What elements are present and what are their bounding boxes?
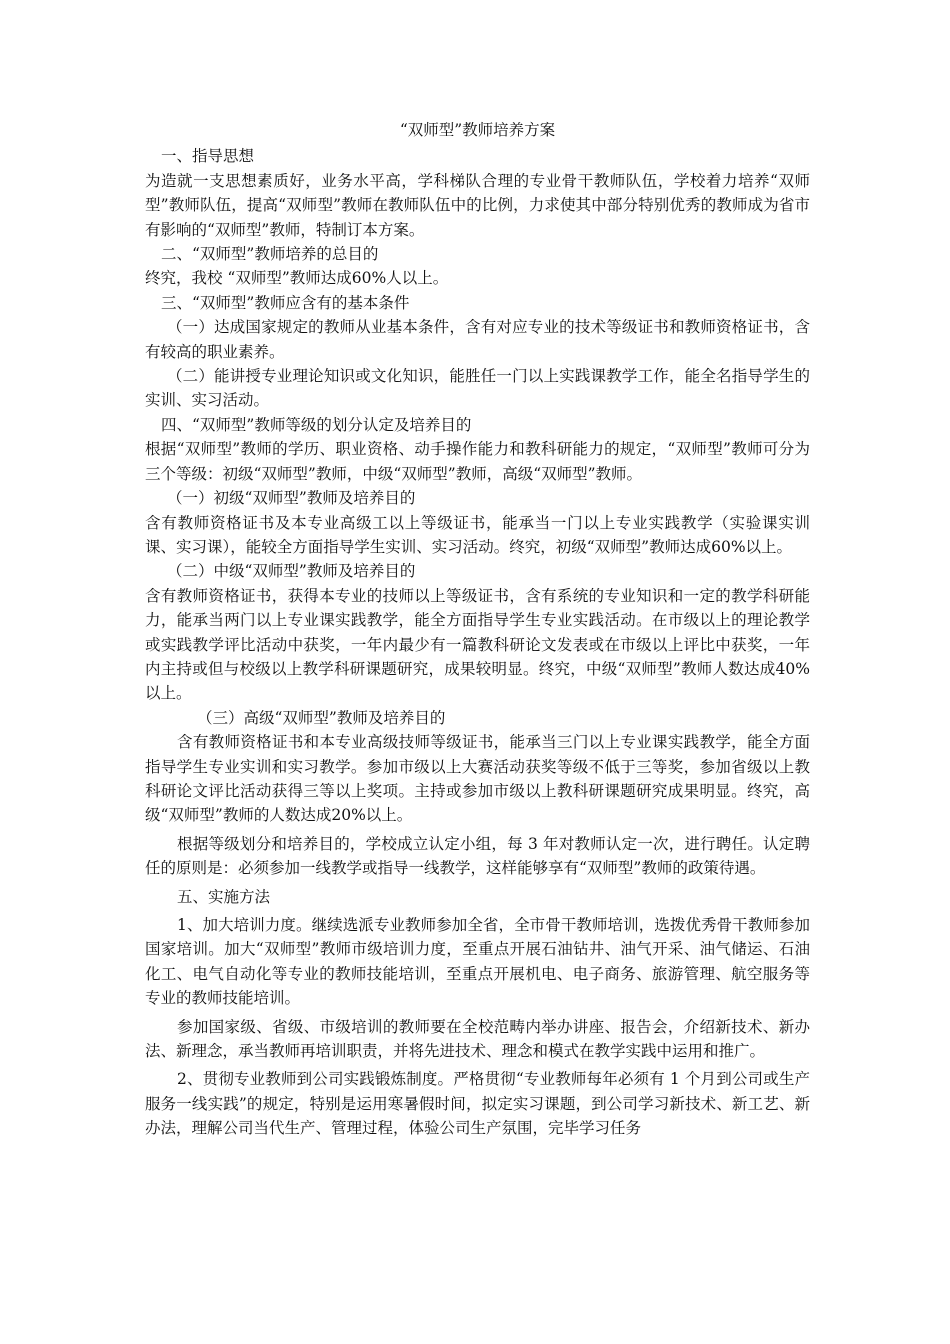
section-heading-1: 一、指导思想 bbox=[161, 147, 255, 166]
body-paragraph: 终究，我校 “双师型”教师达成60%人以上。 bbox=[145, 269, 449, 288]
body-paragraph: （二）能讲授专业理论知识或文化知识，能胜任一门以上实践课教学工作，能全名指导学生的实训、实习活动。 bbox=[145, 367, 810, 410]
body-paragraph: 为造就一支思想素质好，业务水平高，学科梯队合理的专业骨干教师队伍，学校着力培养“双师型”教师队伍，提高“双师型”教师在教师队伍中的比例，力求使其中部分特别优秀的教师成为省市有影响的“双师型”教师，特制订本方案。 bbox=[145, 171, 810, 239]
body-paragraph: 含有教师资格证书和本专业高级技师等级证书，能承当三门以上专业课实践教学，能全方面指导学生专业实训和实习教学。参加市级以上大赛活动获奖等级不低于三等奖，参加省级以上教科研论文评比活动获得三等以上奖项。主持或参加市级以上教科研课题研究成果明显。终究，高级“双师型”教师的人数达成20%以上。 bbox=[145, 733, 810, 825]
body-paragraph: 根据等级划分和培养目的，学校成立认定小组，每 3 年对教师认定一次，进行聘任。认定聘任的原则是：必须参加一线教学或指导一线教学，这样能够享有“双师型”教师的政策待遇。 bbox=[145, 834, 810, 878]
body-paragraph: （一）达成国家规定的教师从业基本条件，含有对应专业的技术等级证书和教师资格证书，含有较高的职业素养。 bbox=[145, 318, 810, 361]
subsection-heading: （一）初级“双师型”教师及培养目的 bbox=[167, 489, 416, 508]
section-heading-4: 四、“双师型”教师等级的划分认定及培养目的 bbox=[161, 415, 472, 434]
document-page bbox=[145, 118, 810, 1141]
body-paragraph: 参加国家级、省级、市级培训的教师要在全校范畴内举办讲座、报告会，介绍新技术、新办法、新理念，承当教师再培训职责，并将先进技术、理念和模式在教学实践中运用和推广。 bbox=[145, 1017, 810, 1061]
body-paragraph: 2、贯彻专业教师到公司实践锻炼制度。严格贯彻“专业教师每年必须有 1 个月到公司或生产服务一线实践”的规定，特别是运用寒暑假时间，拟定实习课题，到公司学习新技术、新工艺、新办法，理解公司当代生产、管理过程，体验公司生产氛围，完毕学习任务 bbox=[145, 1070, 810, 1138]
document-title: “双师型”教师培养方案 bbox=[399, 121, 556, 139]
body-paragraph: 含有教师资格证书及本专业高级工以上等级证书，能承当一门以上专业实践教学（实验课实训课、实习课），能较全方面指导学生实训、实习活动。终究，初级“双师型”教师达成60%以上。 bbox=[145, 513, 810, 556]
subsection-heading: （三）高级“双师型”教师及培养目的 bbox=[197, 708, 446, 727]
section-heading-5: 五、实施方法 bbox=[177, 887, 271, 906]
body-paragraph: 1、加大培训力度。继续选派专业教师参加全省，全市骨干教师培训，选拨优秀骨干教师参加国家培训。加大“双师型”教师市级培训力度，至重点开展石油钻井、油气开采、油气储运、石油化工、电气自动化等专业的教师技能培训，至重点开展机电、电子商务、旅游管理、航空服务等专业的教师技能培训。 bbox=[145, 916, 810, 1008]
section-heading-2: 二、“双师型”教师培养的总目的 bbox=[161, 245, 379, 264]
subsection-heading: （二）中级“双师型”教师及培养目的 bbox=[167, 562, 416, 581]
body-paragraph: 根据“双师型”教师的学历、职业资格、动手操作能力和教科研能力的规定，“双师型”教师可分为三个等级：初级“双师型”教师，中级“双师型”教师，高级“双师型”教师。 bbox=[145, 440, 810, 483]
section-heading-3: 三、“双师型”教师应含有的基本条件 bbox=[161, 293, 410, 312]
body-paragraph: 含有教师资格证书，获得本专业的技师以上等级证书，含有系统的专业知识和一定的教学科研能力，能承当两门以上专业课实践教学，能全方面指导学生专业实践活动。在市级以上的理论教学或实践教学评比活动中获奖，一年内最少有一篇教科研论文发表或在市级以上评比中获奖，一年内主持或但与校级以上教学科研课题研究，成果较明显。终究，中级“双师型”教师人数达成40%以上。 bbox=[145, 586, 810, 703]
